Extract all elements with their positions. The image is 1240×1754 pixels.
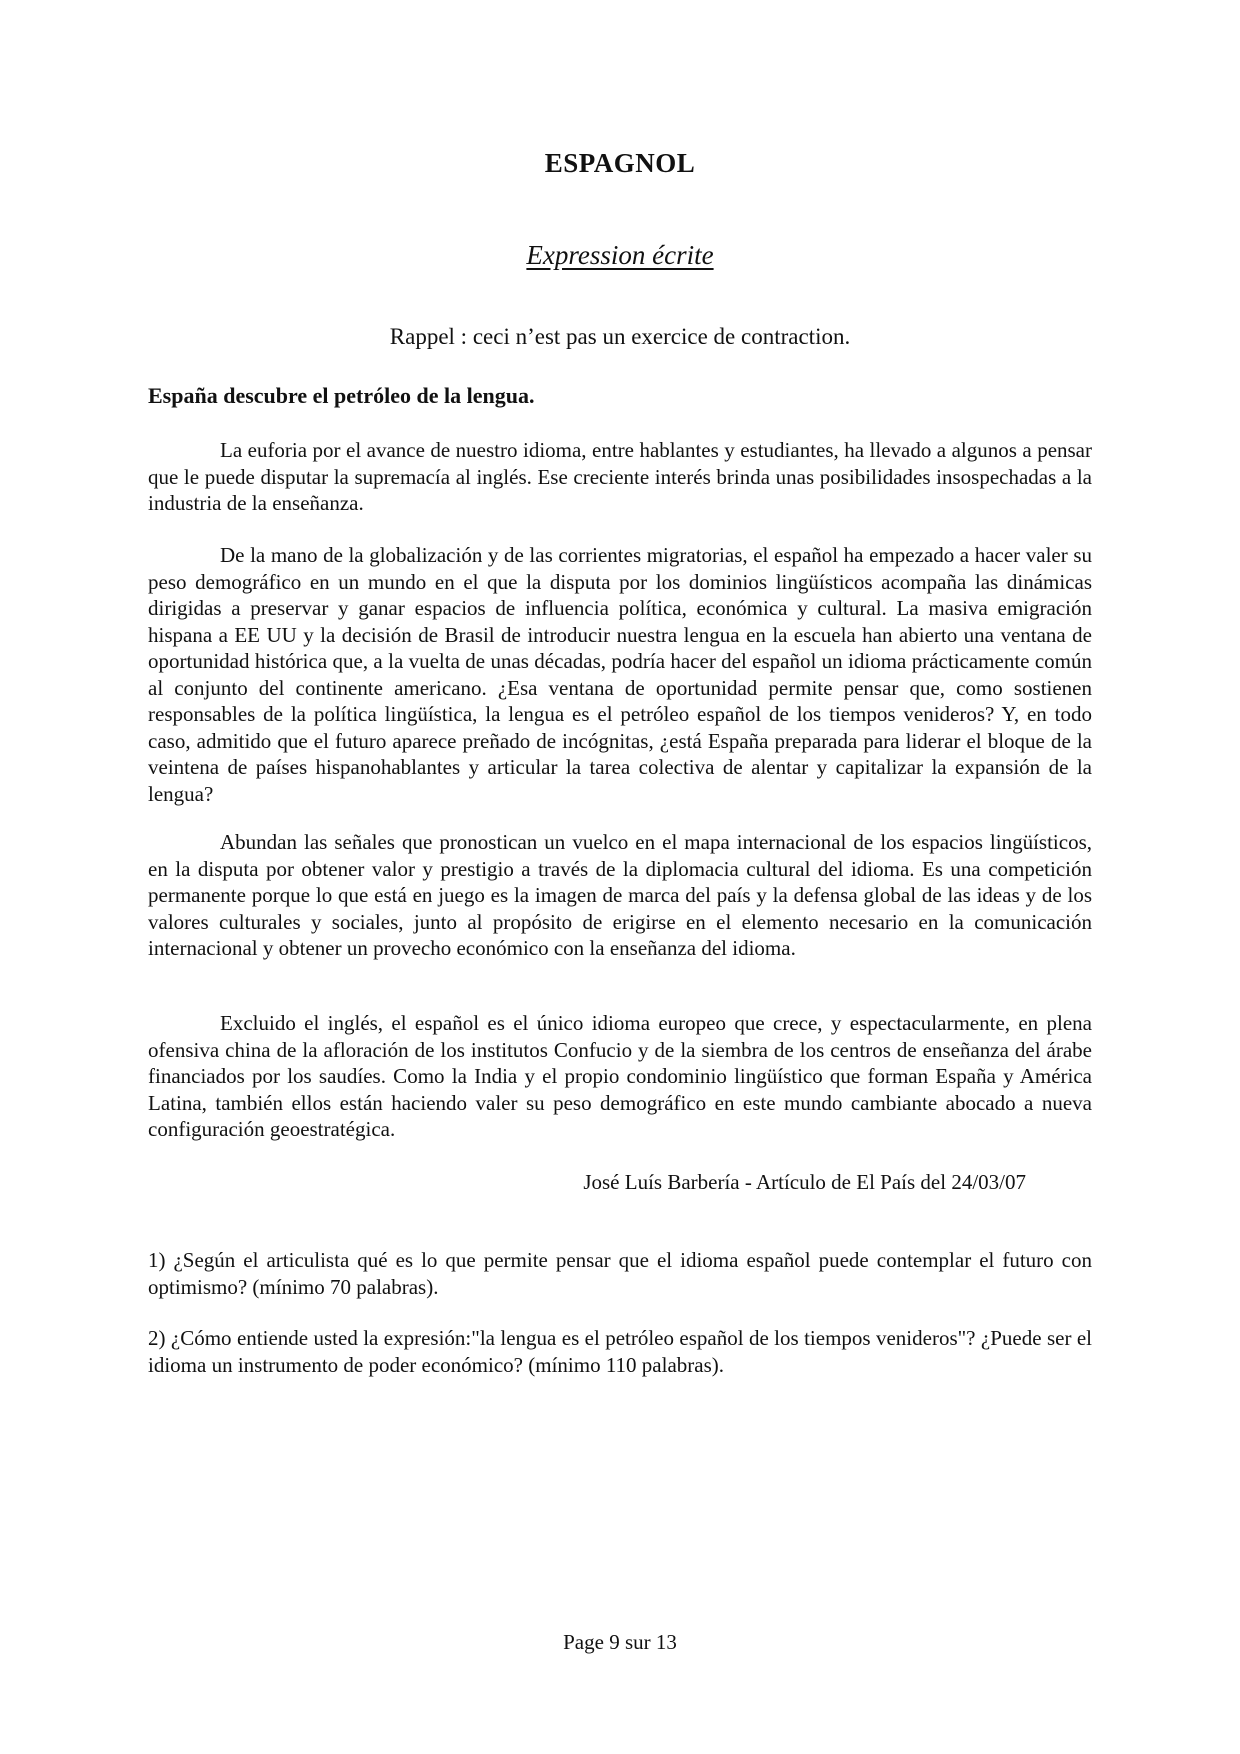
article-paragraph-1 [148,437,1092,517]
article-paragraph-text: Excluido el inglés, el español es el único idioma europeo que crece, y espectacularmente, en plena ofensiva china de la afloración de los institutos Confucio y de la siembra de los centros de enseñanza del árabe financiados por los saudíes. Como la India y el propio condominio lingüístico que forman España y América Latina, también ellos están haciendo valer su peso demográfico en este mundo cambiante abocado a nueva configuración geoestratégica. [148,1011,1092,1141]
article-signature: José Luís Barbería - Artículo de El País del 24/03/07 [583,1170,1026,1194]
reminder-note: Rappel : ceci n’est pas un exercice de contraction. [389,324,851,349]
article-paragraph-4 [148,1010,1092,1143]
page-title: ESPAGNOL [544,148,696,178]
article-paragraph-text: Abundan las señales que pronostican un vuelco en el mapa internacional de los espacios lingüísticos, en la disputa por obtener valor y prestigio a través de la diplomacia cultural del idioma. Es una competición permanente porque lo que está en juego es la imagen de marca del país y la defensa global de las ideas y de los valores culturales y sociales, junto al propósito de erigirse en el elemento necesario en la comunicación internacional y obtener un provecho económico con la enseñanza del idioma. [148,830,1092,960]
question-2: 2) ¿Cómo entiende usted la expresión:"la lengua es el petróleo español de los tiempos venideros"? ¿Puede ser el idioma un instrumento de poder económico? (mínimo 110 palabras). [148,1326,1092,1377]
page-number: Page 9 sur 13 [563,1630,677,1654]
section-subtitle-text: Expression écrite [526,240,714,270]
article-paragraph-3 [148,829,1092,962]
article-paragraph-text: La euforia por el avance de nuestro idioma, entre hablantes y estudiantes, ha llevado a algunos a pensar que le puede disputar la supremacía al inglés. Ese creciente interés brinda unas posibilidades insospechadas a la industria de la enseñanza. [148,438,1092,515]
question-1: 1) ¿Según el articulista qué es lo que permite pensar que el idioma español puede contemplar el futuro con optimismo? (mínimo 70 palabras). [148,1248,1092,1299]
article-paragraph-2 [148,542,1092,807]
article-title: España descubre el petróleo de la lengua. [148,383,535,408]
article-paragraph-text: De la mano de la globalización y de las corrientes migratorias, el español ha empezado a hacer valer su peso demográfico en un mundo en el que la disputa por los dominios lingüísticos acompaña las dinámicas dirigidas a preservar y ganar espacios de influencia política, económica y cultural. La masiva emigración hispana a EE UU y la decisión de Brasil de introducir nuestra lengua en la escuela han abierto una ventana de oportunidad histórica que, a la vuelta de unas décadas, podría hacer del español un idioma prácticamente común al conjunto del continente americano. ¿Esa ventana de oportunidad permite pensar que, como sostienen responsables de la política lingüística, la lengua es el petróleo español de los tiempos venideros? Y, en todo caso, admitido que el futuro aparece preñado de incógnitas, ¿está España preparada para liderar el bloque de la veintena de países hispanohablantes y articular la tarea colectiva de alentar y capitalizar la expansión de la lengua? [148,543,1092,806]
section-subtitle [0,238,1240,272]
